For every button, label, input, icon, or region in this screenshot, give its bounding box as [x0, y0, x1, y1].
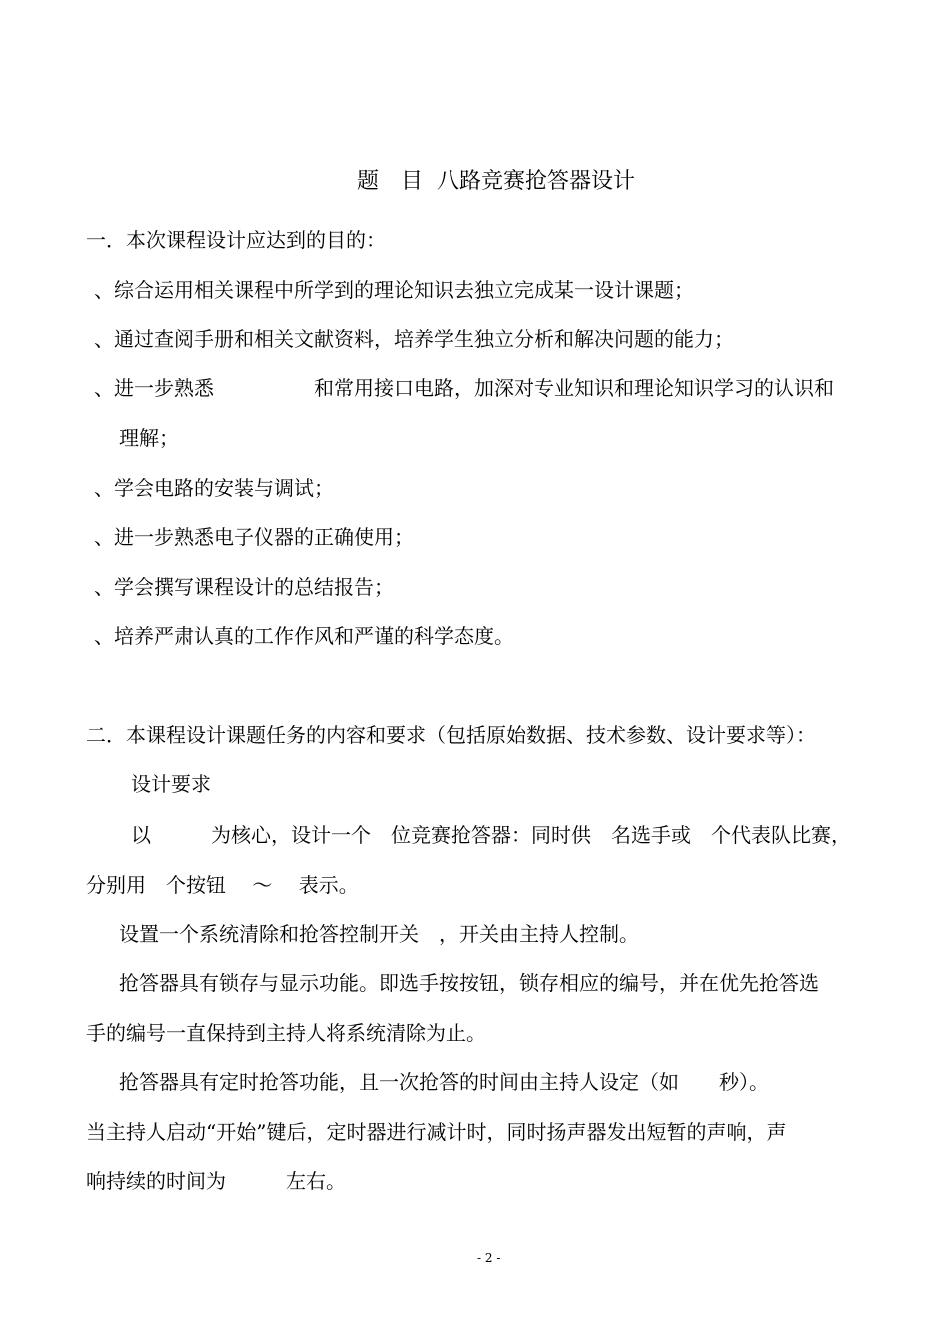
- section-2-paragraph-line: 抢答器具有定时抢答功能，且一次抢答的时间由主持人设定（如 秒）。: [119, 1070, 769, 1094]
- section-1-heading: 一．本次课程设计应达到的目的：: [86, 228, 386, 252]
- section-2-paragraph-line: 分别用 个按钮 ～ 表示。: [86, 873, 359, 897]
- section-1-item: 、进一步熟悉电子仪器的正确使用；: [94, 525, 414, 549]
- section-1-item: 、综合运用相关课程中所学到的理论知识去独立完成某一设计课题；: [94, 278, 694, 302]
- section-1-item-continuation: 理解；: [119, 426, 179, 450]
- section-2-paragraph-line: 以 为核心，设计一个 位竞赛抢答器：同时供 名选手或 个代表队比赛，: [131, 823, 851, 847]
- section-2-paragraph-line: 响持续的时间为 左右。: [86, 1169, 346, 1193]
- section-2-paragraph-line: 当主持人启动“开始”键后，定时器进行减计时，同时扬声器发出短暂的声响，声: [86, 1120, 787, 1144]
- section-1-item: 、培养严肃认真的工作作风和严谨的科学态度。: [94, 624, 514, 648]
- section-1-item: 、学会电路的安装与调试；: [94, 476, 334, 500]
- document-title: 题 目 八路竞赛抢答器设计: [357, 169, 635, 194]
- section-2-subheading: 设计要求: [131, 772, 211, 796]
- section-2-paragraph-line: 设置一个系统清除和抢答控制开关 ，开关由主持人控制。: [119, 922, 639, 946]
- section-1-item: 、进一步熟悉 和常用接口电路，加深对专业知识和理论知识学习的认识和: [94, 376, 834, 400]
- section-1-item: 、通过查阅手册和相关文献资料，培养学生独立分析和解决问题的能力；: [94, 327, 734, 351]
- section-1-item: 、学会撰写课程设计的总结报告；: [94, 575, 394, 599]
- section-2-paragraph-line: 手的编号一直保持到主持人将系统清除为止。: [86, 1021, 486, 1045]
- page-number: - 2 -: [477, 1251, 501, 1265]
- section-2-paragraph-line: 抢答器具有锁存与显示功能。即选手按按钮，锁存相应的编号，并在优先抢答选: [119, 971, 819, 995]
- section-2-heading: 二．本课程设计课题任务的内容和要求（包括原始数据、技术参数、设计要求等）：: [86, 723, 816, 747]
